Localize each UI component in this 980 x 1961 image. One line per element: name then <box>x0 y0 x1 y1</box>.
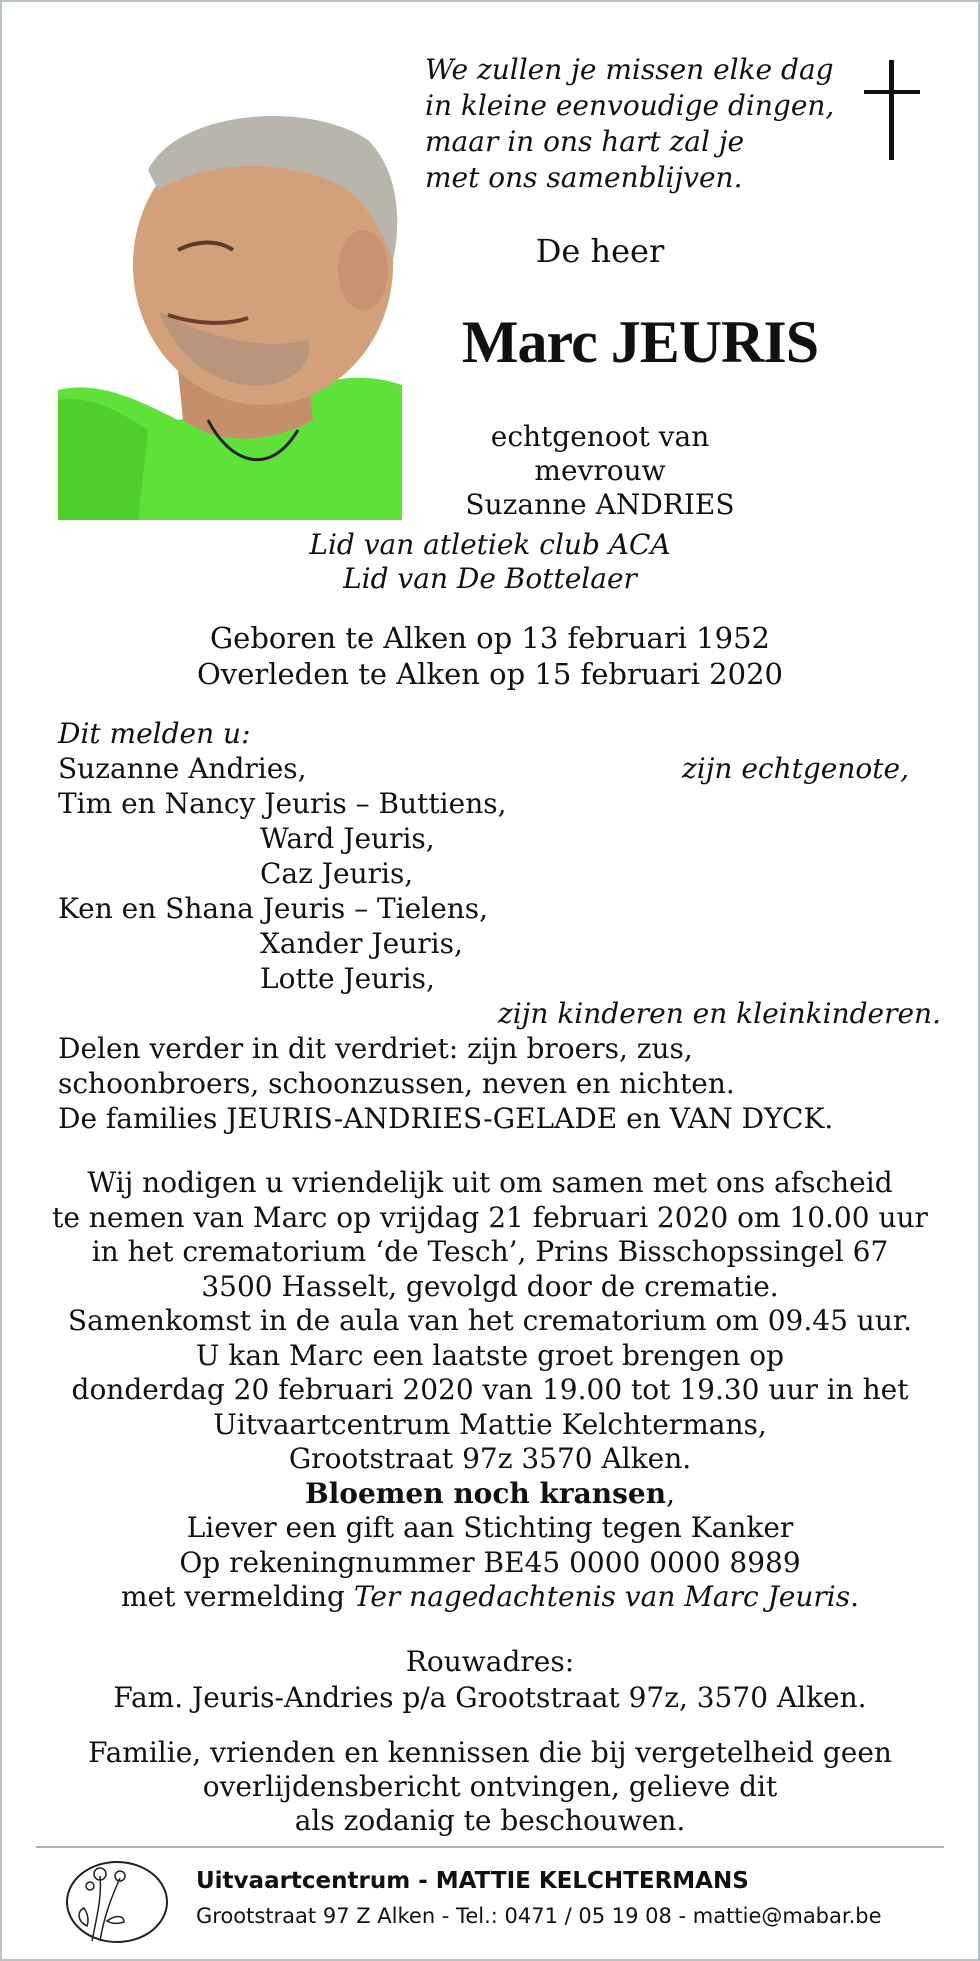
invitation-line: Samenkomst in de aula van het crematorium om 09.45 uur. <box>67 1304 913 1337</box>
invitation-line: Wij nodigen u vriendelijk uit om samen met ons afscheid <box>87 1166 893 1199</box>
invitation-line: Grootstraat 97z 3570 Alken. <box>288 1442 692 1475</box>
family-row <box>58 751 918 786</box>
poem-line: maar in ons hart zal je <box>425 125 745 158</box>
children-role: zijn kinderen en kleinkinderen. <box>498 997 941 1030</box>
grandchild-line: Caz Jeuris, <box>260 857 414 890</box>
spouse-family-name: Suzanne Andries, <box>58 752 307 785</box>
grandchild-line: Ward Jeuris, <box>260 822 435 855</box>
invitation-line: U kan Marc een laatste groet brengen op <box>195 1338 785 1372</box>
mourning-address-line: Fam. Jeuris-Andries p/a Grootstraat 97z, 3570 Alken. <box>113 1681 867 1714</box>
others-line: De families JEURIS-ANDRIES-GELADE en VAN DYCK. <box>58 1102 834 1135</box>
flowers-line: Op rekeningnummer BE45 0000 0000 8989 <box>179 1545 801 1579</box>
funeral-home-contact: Grootstraat 97 Z Alken - Tel.: 0471 / 05 19 08 - mattie@mabar.be <box>196 1904 882 1928</box>
spouse-line <box>430 420 770 522</box>
flowers-mention <box>0 1580 980 1615</box>
flowers-comma: , <box>666 1476 676 1510</box>
honorific: De heer <box>535 232 665 270</box>
footer-divider <box>36 1846 944 1848</box>
poem <box>425 52 834 196</box>
grandchild-line: Xander Jeuris, <box>260 927 463 960</box>
funeral-home-name: Uitvaartcentrum - MATTIE KELCHTERMANS <box>196 1868 749 1894</box>
invitation <box>0 1166 980 1615</box>
child-line: Tim en Nancy Jeuris – Buttiens, <box>58 787 507 820</box>
poem-line: We zullen je missen elke dag <box>425 53 834 86</box>
family-row <box>58 996 941 1031</box>
flowers-bold: Bloemen noch kransen <box>304 1476 667 1510</box>
others-line: schoonbroers, schoonzussen, neven en nichten. <box>58 1067 735 1100</box>
birth-line: Geboren te Alken op 13 februari 1952 <box>210 621 770 655</box>
family-list <box>58 716 941 1136</box>
flowers-heading <box>0 1477 980 1512</box>
invitation-line: te nemen van Marc op vrijdag 21 februari 2020 om 10.00 uur <box>52 1200 928 1234</box>
grandchild-line: Lotte Jeuris, <box>260 962 435 995</box>
family-intro: Dit melden u: <box>58 717 251 750</box>
closing-line: als zodanig te beschouwen. <box>294 1804 686 1837</box>
life-dates <box>0 620 980 692</box>
invitation-line: in het crematorium ‘de Tesch’, Prins Bisschopssingel 67 <box>91 1235 889 1268</box>
cross-icon <box>864 60 920 160</box>
invitation-line: 3500 Hasselt, gevolgd door de crematie. <box>201 1269 779 1303</box>
closing-note <box>0 1736 980 1838</box>
mention-italic: Ter nagedachtenis van Marc Jeuris <box>353 1580 851 1613</box>
closing-line: Familie, vrienden en kennissen die bij vergetelheid geen <box>88 1736 892 1769</box>
spouse-name: Suzanne ANDRIES <box>465 488 735 521</box>
others-line: Delen verder in dit verdriet: zijn broers, zus, <box>58 1032 693 1065</box>
poem-line: in kleine eenvoudige dingen, <box>425 89 835 122</box>
membership-line: Lid van atletiek club ACA <box>309 528 671 561</box>
memberships <box>0 528 980 596</box>
mourning-address <box>0 1644 980 1716</box>
flower-logo-icon <box>62 1856 172 1948</box>
death-line: Overleden te Alken op 15 februari 2020 <box>197 657 783 691</box>
spouse-relation: echtgenoot van mevrouw <box>490 420 710 487</box>
closing-line: overlijdensbericht ontvingen, gelieve dit <box>202 1770 778 1803</box>
flowers-line: Liever een gift aan Stichting tegen Kanker <box>186 1511 794 1544</box>
child-line: Ken en Shana Jeuris – Tielens, <box>58 892 489 925</box>
invitation-line: Uitvaartcentrum Mattie Kelchtermans, <box>213 1407 767 1441</box>
spouse-role: zijn echtgenote, <box>682 752 909 785</box>
deceased-name: Marc JEURIS <box>461 309 819 375</box>
invitation-line: donderdag 20 februari 2020 van 19.00 tot 19.30 uur in het <box>71 1373 909 1406</box>
mention-suffix: . <box>850 1580 860 1613</box>
mourning-label: Rouwadres: <box>405 1645 575 1678</box>
portrait-photo <box>58 100 402 520</box>
poem-line: met ons samenblijven. <box>425 161 743 194</box>
membership-line: Lid van De Bottelaer <box>343 562 637 595</box>
mention-prefix: met vermelding <box>120 1580 354 1613</box>
